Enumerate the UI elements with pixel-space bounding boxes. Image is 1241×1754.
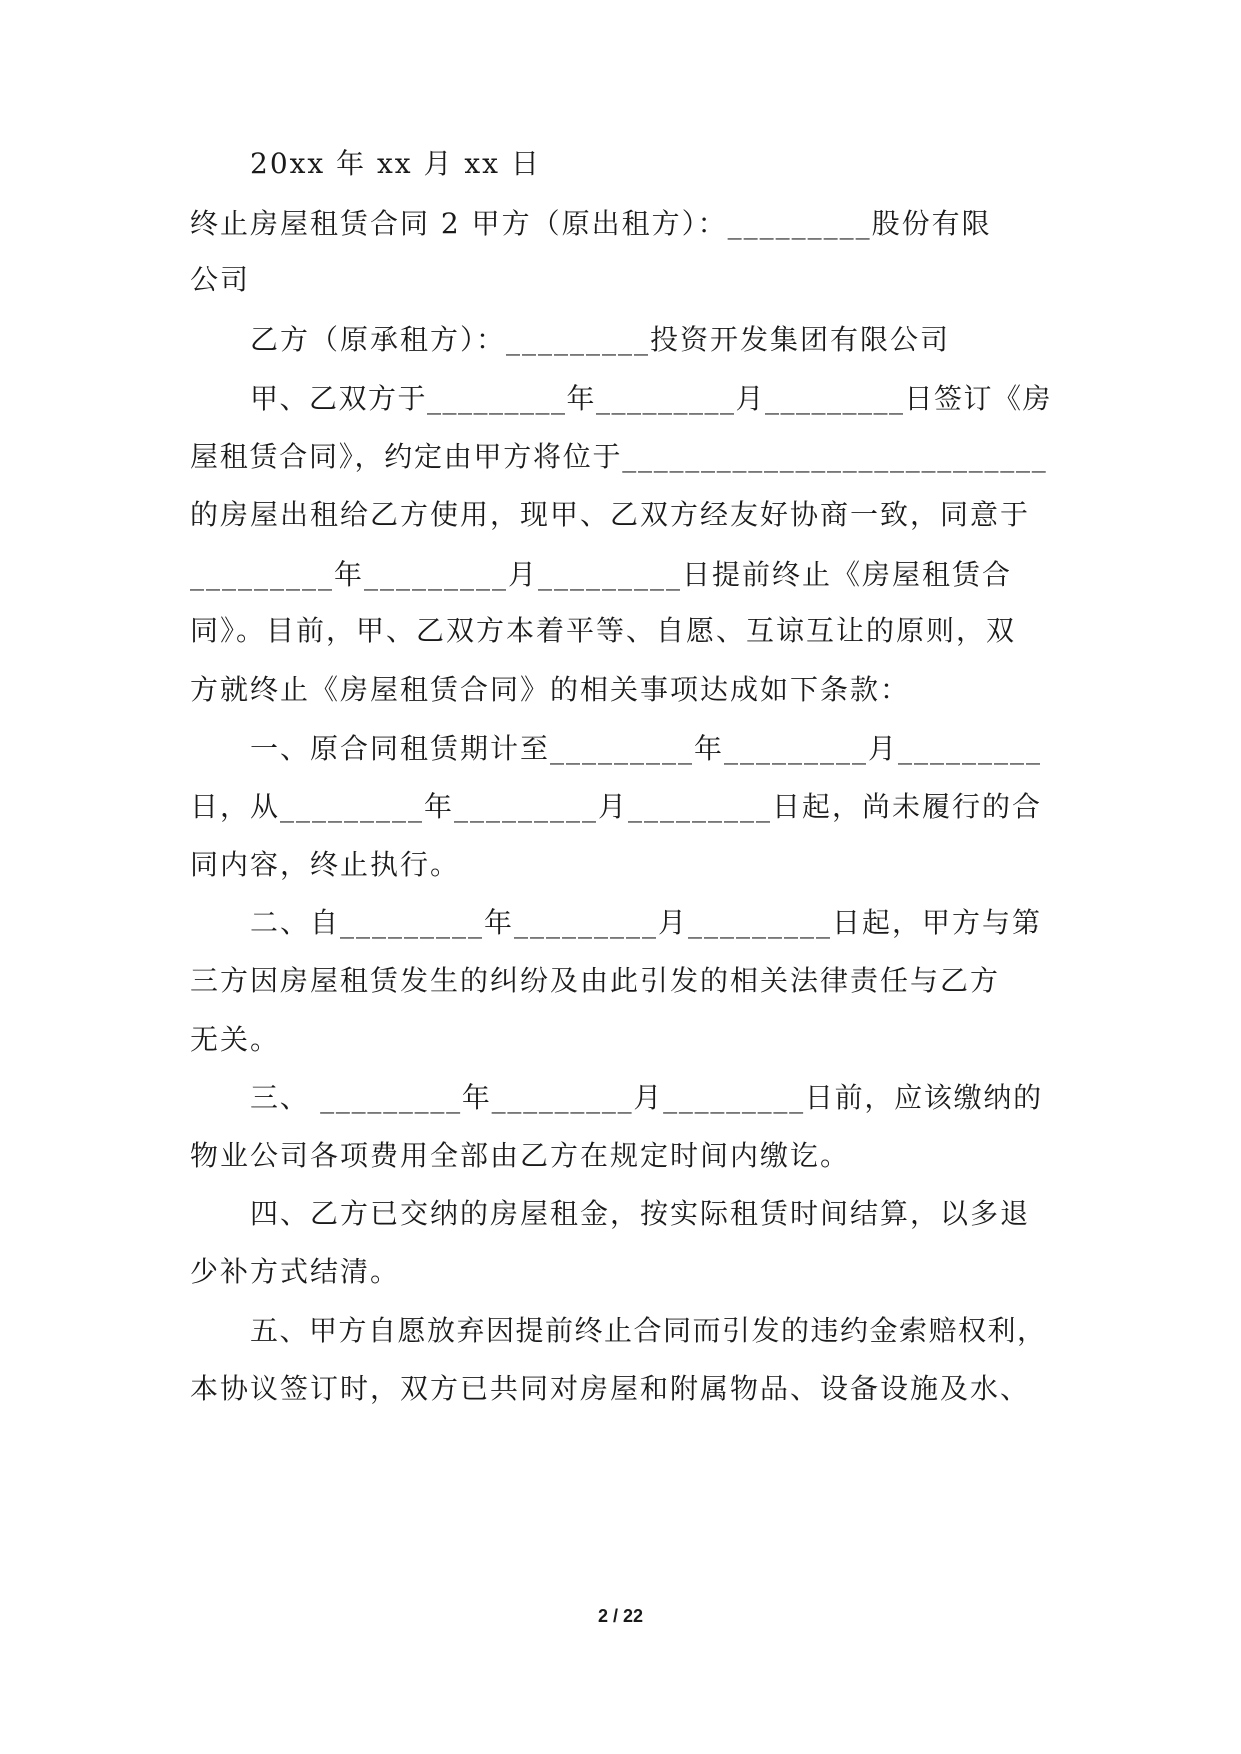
text-line: 同》。目前，甲、乙双方本着平等、自愿、互谅互让的原则，双 bbox=[190, 614, 1017, 647]
title-party-a-line: 终止房屋租赁合同 2 甲方（原出租方）：_________股份有限 bbox=[190, 207, 992, 240]
text-line: 日，从_________年_________月_________日起，尚未履行的合 bbox=[190, 790, 1043, 823]
text-line: _________年_________月_________日提前终止《房屋租赁合 bbox=[190, 558, 1013, 591]
page-number: 2 / 22 bbox=[597, 1606, 644, 1626]
text-line: 甲、乙双方于_________年_________月_________日签订《房 bbox=[250, 382, 1053, 415]
text-line: 方就终止《房屋租赁合同》的相关事项达成如下条款： bbox=[190, 673, 911, 706]
clause-1-line: 一、原合同租赁期计至_________年_________月_________ bbox=[250, 732, 1043, 765]
text-line: 的房屋出租给乙方使用，现甲、乙双方经友好协商一致，同意于 bbox=[190, 498, 1031, 531]
text-line: 少补方式结清。 bbox=[190, 1255, 401, 1288]
party-b-line: 乙方（原承租方）：_________投资开发集团有限公司 bbox=[250, 323, 951, 356]
text-line: 无关。 bbox=[190, 1023, 281, 1056]
clause-5-line: 五、甲方自愿放弃因提前终止合同而引发的违约金索赔权利， bbox=[250, 1314, 1047, 1347]
text-line: 同内容，终止执行。 bbox=[190, 848, 461, 881]
text-line: 公司 bbox=[190, 263, 251, 296]
clause-3-line: 三、 _________年_________月_________日前，应该缴纳的 bbox=[250, 1081, 1043, 1114]
text-line: 本协议签订时，双方已共同对房屋和附属物品、设备设施及水、 bbox=[190, 1372, 1031, 1405]
text-line: 物业公司各项费用全部由乙方在规定时间内缴讫。 bbox=[190, 1139, 851, 1172]
text-line: 屋租赁合同》，约定由甲方将位于___________________________ bbox=[190, 440, 1048, 473]
clause-4-line: 四、乙方已交纳的房屋租金，按实际租赁时间结算，以多退 bbox=[250, 1197, 1031, 1230]
text-line: 三方因房屋租赁发生的纠纷及由此引发的相关法律责任与乙方 bbox=[190, 964, 1001, 997]
date-line: 20xx 年 xx 月 xx 日 bbox=[250, 147, 541, 180]
clause-2-line: 二、自_________年_________月_________日起，甲方与第 bbox=[250, 906, 1043, 939]
